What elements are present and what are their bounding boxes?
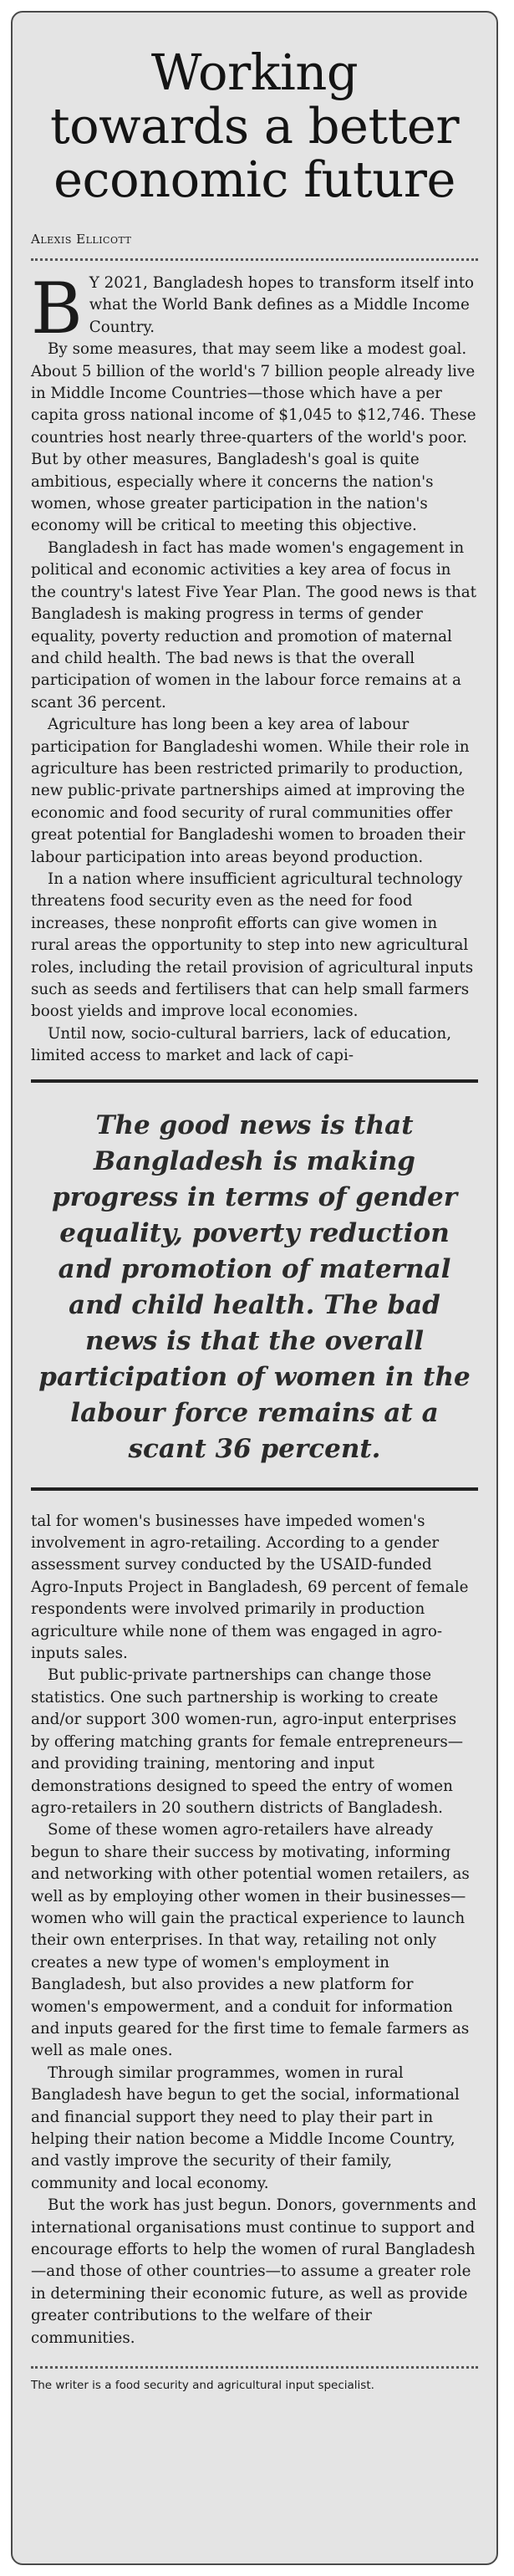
author-credit: The writer is a food security and agricultural input specialist. bbox=[31, 2379, 374, 2393]
body-paragraph: Through similar programmes, women in rural Bangladesh have begun to get the social, informational and financial support they need to play their part in helping their nation become a Middle Income Country, and vastly improve the security of their family, community and local economy. bbox=[31, 2063, 460, 2192]
body-paragraph: But public-private partnerships can change those statistics. One such partnership is working to create and/or support 300 women-run, agro-input enterprises by offering matching grants for female entrepreneurs—and providing training, mentoring and input demonstrations designed to speed the entry of women agro-retailers in 20 southern districts of Bangladesh. bbox=[31, 1666, 464, 1817]
pull-quote-block bbox=[31, 1079, 478, 1491]
footer-dotted-divider bbox=[31, 2366, 478, 2369]
body-paragraph: Agriculture has long been a key area of labour participation for Bangladeshi women. While their role in agriculture has been restricted primarily to production, new public-private partnerships aimed at improving the economic and food security of rural communities offer great potential for Bangladeshi women to broaden their labour participation into areas beyond production. bbox=[31, 716, 470, 866]
byline: Alexis Ellicott bbox=[31, 232, 132, 247]
headline-line: Working bbox=[150, 43, 359, 101]
body-paragraph: In a nation where insufficient agricultural technology threatens food security even as the need for food increases, these nonprofit efforts can give women in rural areas the opportunity to step into new agricultural roles, including the retail provision of agricultural inputs such as seeds and fertilisers that can help small farmers boost yields and improve local economies. bbox=[31, 870, 474, 1021]
article-column bbox=[31, 31, 478, 2392]
headline-line: economic future bbox=[53, 150, 455, 208]
body-paragraph: But the work has just begun. Donors, governments and international organisations must continue to support and encourage efforts to help the women of rural Bangladesh—and those of other countries—to assume a greater role in determining their economic future, as well as provide greater contributions to the welfare of their communities. bbox=[31, 2196, 477, 2347]
body-paragraph: Some of these women agro-retailers have already begun to share their success by motivating, informing and networking with other potential women retailers, as well as by employing other women in their businesses—women who will gain the practical experience to launch their own enterprises. In that way, retailing not only creates a new type of women's employment in Bangladesh, but also provides a new platform for women's empowerment, and a conduit for information and inputs geared for the first time to female farmers as well as male ones. bbox=[31, 1821, 470, 2060]
article-frame bbox=[11, 11, 498, 2565]
article-body-part2 bbox=[31, 1511, 478, 2349]
body-paragraph: Bangladesh in fact has made women's engagement in political and economic activities a key area of focus in the country's latest Five Year Plan. The good news is that Bangladesh is making progress in terms of gender equality, poverty reduction and promotion of maternal and child health. The bad news is that the overall participation of women in the labour force remains at a scant 36 percent. bbox=[31, 538, 476, 712]
headline-line: towards a better bbox=[49, 97, 460, 155]
article-body-part1 bbox=[31, 268, 478, 1068]
paragraph-text: Y 2021, Bangladesh hopes to transform itself into what the World Bank defines as a Middle Income Country. bbox=[89, 274, 475, 336]
body-paragraph bbox=[31, 268, 478, 349]
body-paragraph: By some measures, that may seem like a modest goal. About 5 billion of the world's 7 billion people already live in Middle Income Countries—those which have a per capita gross national income of $1,045 to $12,746. These countries host nearly three-quarters of the world's poor. But by other measures, Bangladesh's goal is quite ambitious, especially where it concerns the nation's women, whose greater participation in the nation's economy will be critical to meeting this objective. bbox=[31, 340, 476, 535]
body-paragraph: tal for women's businesses have impeded women's involvement in agro-retailing. According to a gender assessment survey conducted by the USAID-funded Agro-Inputs Project in Bangladesh, 69 percent of female respondents were involved primarily in production agriculture while none of them was engaged in agro-inputs sales. bbox=[31, 1512, 469, 1663]
body-paragraph: Until now, socio-cultural barriers, lack of education, limited access to market and lack of capi- bbox=[31, 1024, 452, 1065]
pull-quote-bottom-rule bbox=[31, 1487, 478, 1491]
drop-cap: B bbox=[31, 268, 83, 349]
dotted-divider bbox=[31, 258, 478, 261]
pull-quote: The good news is that Bangladesh is making progress in terms of gender equality, poverty reduction and promotion of maternal and child health. The bad news is that the overall participation of women in the labour force remains at a scant 36 percent. bbox=[38, 1109, 471, 1464]
headline bbox=[31, 43, 478, 208]
